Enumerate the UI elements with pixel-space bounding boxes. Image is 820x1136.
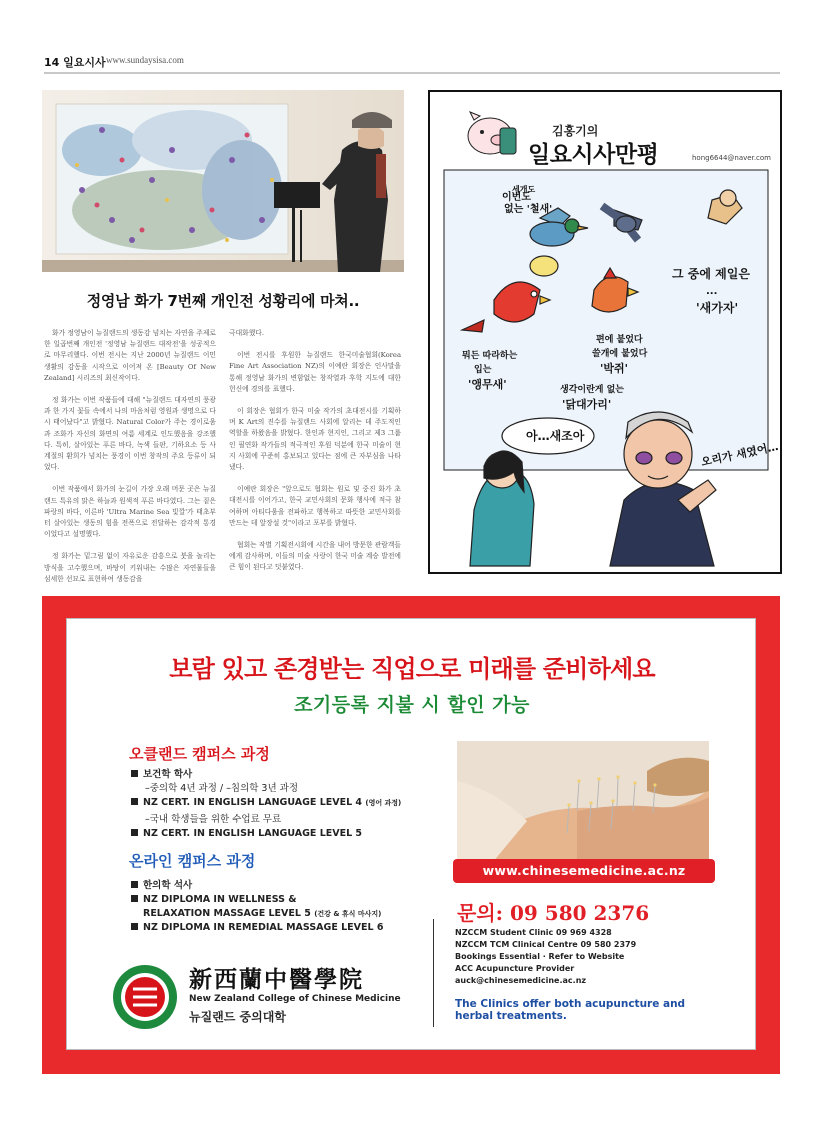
article-paragraph: 화가 정영남이 뉴질랜드의 생동감 넘치는 자연을 주제로 한 일곱번째 개인전 '정영남 뉴질랜드 대작전'을 성공적으로 마무리했다. 이번 전시는 지난 2000년 뉴질랜드 이민생활의 감동을 시작으로 이어져 온 [Beauty Of New Zealand] 시리즈의 최신작이다.: [44, 329, 216, 382]
bubble-text: 편에 붙었다: [596, 335, 643, 345]
bubble-text: 그 중에 제일은: [672, 267, 750, 281]
bubble-text: 오리가 새였어…: [699, 439, 780, 469]
article-paragraph: 정 화가는 이번 작품들에 대해 "뉴질랜드 대자연의 풍광과 한 가지 꽃들 속에서 나의 마음처럼 영원과 생명으로 다시 태어났다"고 밝혔다. Natural Color가 주는 경이로움과 조화가 자신의 화면의 여름 세계로 인도했음을 강조했다. 특히, 살아있는 푸른 바다, 녹색 들판, 기하요소 등 사계절의 환희가 넘치는 풍경이 이번 창작의 주요 등류이 되었다.: [44, 396, 216, 472]
clinic-info: NZCCM Student Clinic 09 969 4328: [455, 928, 612, 937]
cartoon-email[interactable]: hong6644@naver.com: [692, 154, 771, 162]
ad-subheadline: 조기등록 지불 시 할인 가능: [294, 694, 530, 716]
cartoon-illustration: [444, 170, 780, 566]
college-name-korean: 뉴질랜드 중의대학: [189, 1010, 286, 1024]
article-paragraph: 이번 전시를 후원한 뉴질랜드 한국미술협회(Korea Fine Art Association NZ)의 이예란 회장은 인사말을 통해 정영남 화가의 변함없는 창작열과 후학 지도에 대한 헌신에 경의를 표했다.: [229, 351, 401, 393]
bubble-text: 세개도: [512, 185, 536, 194]
article-paragraph: 극대화했다.: [229, 329, 264, 337]
square-bullet-icon: [131, 829, 138, 836]
course-item: NZ DIPLOMA IN WELLNESS &: [131, 894, 297, 905]
bubble-text: '박쥐': [600, 362, 628, 375]
article-paragraph: 이번 작품에서 화가의 눈길이 가장 오래 머문 곳은 뉴질랜드 특유의 맑은 하늘과 원색적 푸른 바다였다. 그는 짙은 파랑의 바다, 이른바 'Ultra Marine Sea 빛깔'가 태초부터 살아있는 생동의 힘을 전폭으로 전달하는 감각적 통경이었다고 설명했다.: [44, 485, 216, 539]
course-item: NZ CERT. IN ENGLISH LANGUAGE LEVEL 5: [131, 828, 362, 839]
bubble-text: '앵무새': [468, 378, 507, 391]
auckland-campus-title: 오클랜드 캠퍼스 과정: [129, 745, 270, 763]
course-item: 보건학 학사: [131, 766, 192, 780]
college-name-english: New Zealand College of Chinese Medicine: [189, 994, 401, 1004]
clinic-note: The Clinics offer both acupuncture and herbal treatments.: [455, 998, 686, 1022]
course-item: NZ CERT. IN ENGLISH LANGUAGE LEVEL 4 (영어 과정): [131, 797, 401, 808]
ad-panel: [66, 618, 756, 1050]
course-item-continued: RELAXATION MASSAGE LEVEL 5 (건강 & 휴식 마사지): [143, 908, 382, 919]
online-campus-title: 온라인 캠퍼스 과정: [129, 852, 256, 870]
bubble-text: 생각이란게 없는: [560, 385, 624, 395]
clinic-info: Bookings Essential · Refer to Website: [455, 952, 625, 961]
page-header: [44, 54, 780, 70]
article-column-left: [44, 328, 216, 596]
square-bullet-icon: [131, 881, 138, 888]
clinic-info: NZCCM TCM Clinical Centre 09 580 2379: [455, 940, 637, 949]
course-item: 한의학 석사: [131, 877, 192, 891]
course-item: NZ DIPLOMA IN REMEDIAL MASSAGE LEVEL 6: [131, 922, 383, 933]
contact-phone[interactable]: 문의: 09 580 2376: [457, 901, 650, 925]
square-bullet-icon: [131, 895, 138, 902]
college-seal-icon: [111, 963, 179, 1031]
divider-line: [433, 919, 434, 1027]
bubble-text: 쓸개에 붙었다: [592, 349, 648, 359]
bubble-text: 없는 '철새': [504, 204, 553, 215]
website-link[interactable]: www.chinesemedicine.ac.nz: [453, 859, 715, 883]
square-bullet-icon: [131, 770, 138, 777]
bubble-text: '닭대가리': [562, 398, 612, 411]
course-subitem: –중의학 4년 과정 / –침의학 3년 과정: [145, 783, 299, 794]
article-column-right: [229, 328, 401, 585]
pig-icon: [460, 106, 520, 166]
college-advertisement: [42, 596, 780, 1074]
bubble-text: 뭐든 따라하는: [462, 351, 518, 361]
clinic-info: ACC Acupuncture Provider: [455, 964, 575, 973]
square-bullet-icon: [131, 923, 138, 930]
cartoon-title: 일요시사만평: [528, 142, 659, 168]
article-paragraph: 정 화가는 밑그림 없이 자유로운 감흥으로 붓을 놀리는 방식을 고수했으며, 바탕이 키워내는 수많은 자연물들을 섬세한 선묘로 표현하여 생동감을: [44, 552, 216, 583]
acupuncture-photo: [457, 741, 709, 869]
college-name-chinese: 新西蘭中醫學院: [189, 966, 364, 993]
bubble-text: ...: [706, 286, 718, 297]
article-headline: 정영남 화가 7번째 개인전 성황리에 마쳐..: [86, 292, 360, 310]
square-bullet-icon: [131, 798, 138, 805]
course-subitem: –국내 학생들을 위한 수업료 무료: [145, 814, 282, 825]
exhibition-photo: [42, 90, 404, 272]
article-paragraph: 이예란 회장은 "앞으로도 협회는 원로 및 중진 화가 초대전시를 이어가고, 한국 교민사회의 문화 행사에 적극 참여하며 아티다움을 전파하고 행복하고 따뜻한 교민사회를 만드는 데 앞장설 것"이라고 포부를 밝혔다.: [229, 485, 401, 527]
bubble-text: 아…새조아: [526, 429, 585, 443]
ad-headline: 보람 있고 존경받는 직업으로 미래를 준비하세요: [169, 655, 655, 683]
cartoon-author: 김홍기의: [552, 124, 599, 138]
editorial-cartoon: [428, 90, 782, 574]
clinic-email[interactable]: auck@chinesemedicine.ac.nz: [455, 976, 587, 985]
bubble-text: 입는: [474, 365, 492, 375]
article-paragraph: 협회는 작별 기획전시회에 시간을 내어 방문한 관람객들에게 감사하며, 이들의 미술 사랑이 한국 미술 계승 발전에 큰 힘이 된다고 덧붙였다.: [229, 541, 401, 572]
bubble-text: '새가자': [696, 301, 739, 315]
magazine-url[interactable]: www.sundaysisa.com: [106, 55, 184, 65]
page-number-and-title: 14 일요시사: [44, 56, 106, 69]
header-divider: [44, 72, 780, 74]
bubble-text: 이번도: [502, 192, 531, 203]
article-paragraph: 이 회장은 협회가 한국 미술 작가의 초대전시를 기획하며 K Art의 진수를 뉴질랜드 사회에 알리는 데 주도적인 역할을 하왔음을 밝혔다. 한인과 현지인, 그리고 제3 그룹인 필연화 작가들의 적극적인 후원 덕분에 한국 미술이 현지 사회에 꾸준히 홍보되고 있다는 점에 큰 자부심을 나타냈다.: [229, 407, 401, 472]
